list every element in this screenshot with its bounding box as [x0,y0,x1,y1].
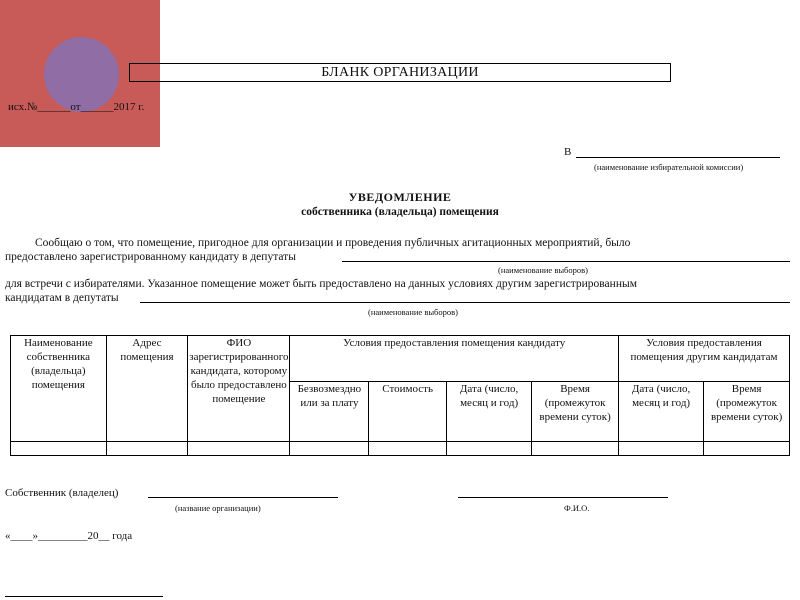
table-cell [11,442,107,456]
body-paragraph-2: предоставлено зарегистрированному кандидату в депутаты [5,251,296,263]
table-cell [704,442,790,456]
header-owner: Наименование собственника (владельца) помещения [11,336,107,442]
organization-letterhead: БЛАНК ОРГАНИЗАЦИИ [129,63,671,82]
header-date: Дата (число, месяц и год) [446,382,531,442]
elections-line-2 [140,302,790,303]
header-date-others: Дата (число, месяц и год) [618,382,703,442]
elections-caption-2: (наименование выборов) [368,307,458,317]
organization-caption: (название организации) [175,503,261,513]
bottom-signature-line [5,596,163,597]
header-other-conditions: Условия предоставления помещения другим кандидатам [618,336,789,382]
body-paragraph-1: Сообщаю о том, что помещение, пригодное для организации и проведения публичных агитационных мероприятий, было [35,237,631,249]
table-cell [369,442,447,456]
addressee-prefix: В [564,146,572,158]
addressee-caption: (наименование избирательной комиссии) [594,162,744,172]
body-paragraph-3: для встречи с избирателями. Указанное помещение может быть предоставлено на данных условиях другим зарегистрированным [5,278,637,290]
date-line: «____»_________20__ года [5,530,133,542]
fio-caption: Ф.И.О. [564,503,590,513]
conditions-table [10,335,790,456]
header-free-or-paid: Безвозмездно или за плату [290,382,369,442]
organization-name-line [148,497,338,498]
table-cell [188,442,290,456]
table-cell [106,442,188,456]
header-address: Адрес помещения [106,336,188,442]
header-candidate-conditions: Условия предоставления помещения кандидату [290,336,618,382]
document-subtitle: собственника (владельца) помещения [301,206,499,218]
header-candidate: ФИО зарегистрированного кандидата, которому было предоставлено помещение [188,336,290,442]
elections-caption-1: (наименование выборов) [498,265,588,275]
table-cell [290,442,369,456]
elections-line-1 [342,261,790,262]
header-time: Время (промежуток времени суток) [532,382,619,442]
outgoing-reference: исх.№______от______2017 г. [8,101,145,113]
header-time-others: Время (промежуток времени суток) [704,382,790,442]
document-title: УВЕДОМЛЕНИЕ [348,190,452,204]
body-paragraph-4: кандидатам в депутаты [5,292,119,304]
owner-label: Собственник (владелец) [5,487,119,499]
addressee-line [576,157,780,158]
header-cost: Стоимость [369,382,447,442]
signature-name-line [458,497,668,498]
table-cell [618,442,703,456]
table-cell [446,442,531,456]
table-cell [532,442,619,456]
table-row [11,442,790,456]
